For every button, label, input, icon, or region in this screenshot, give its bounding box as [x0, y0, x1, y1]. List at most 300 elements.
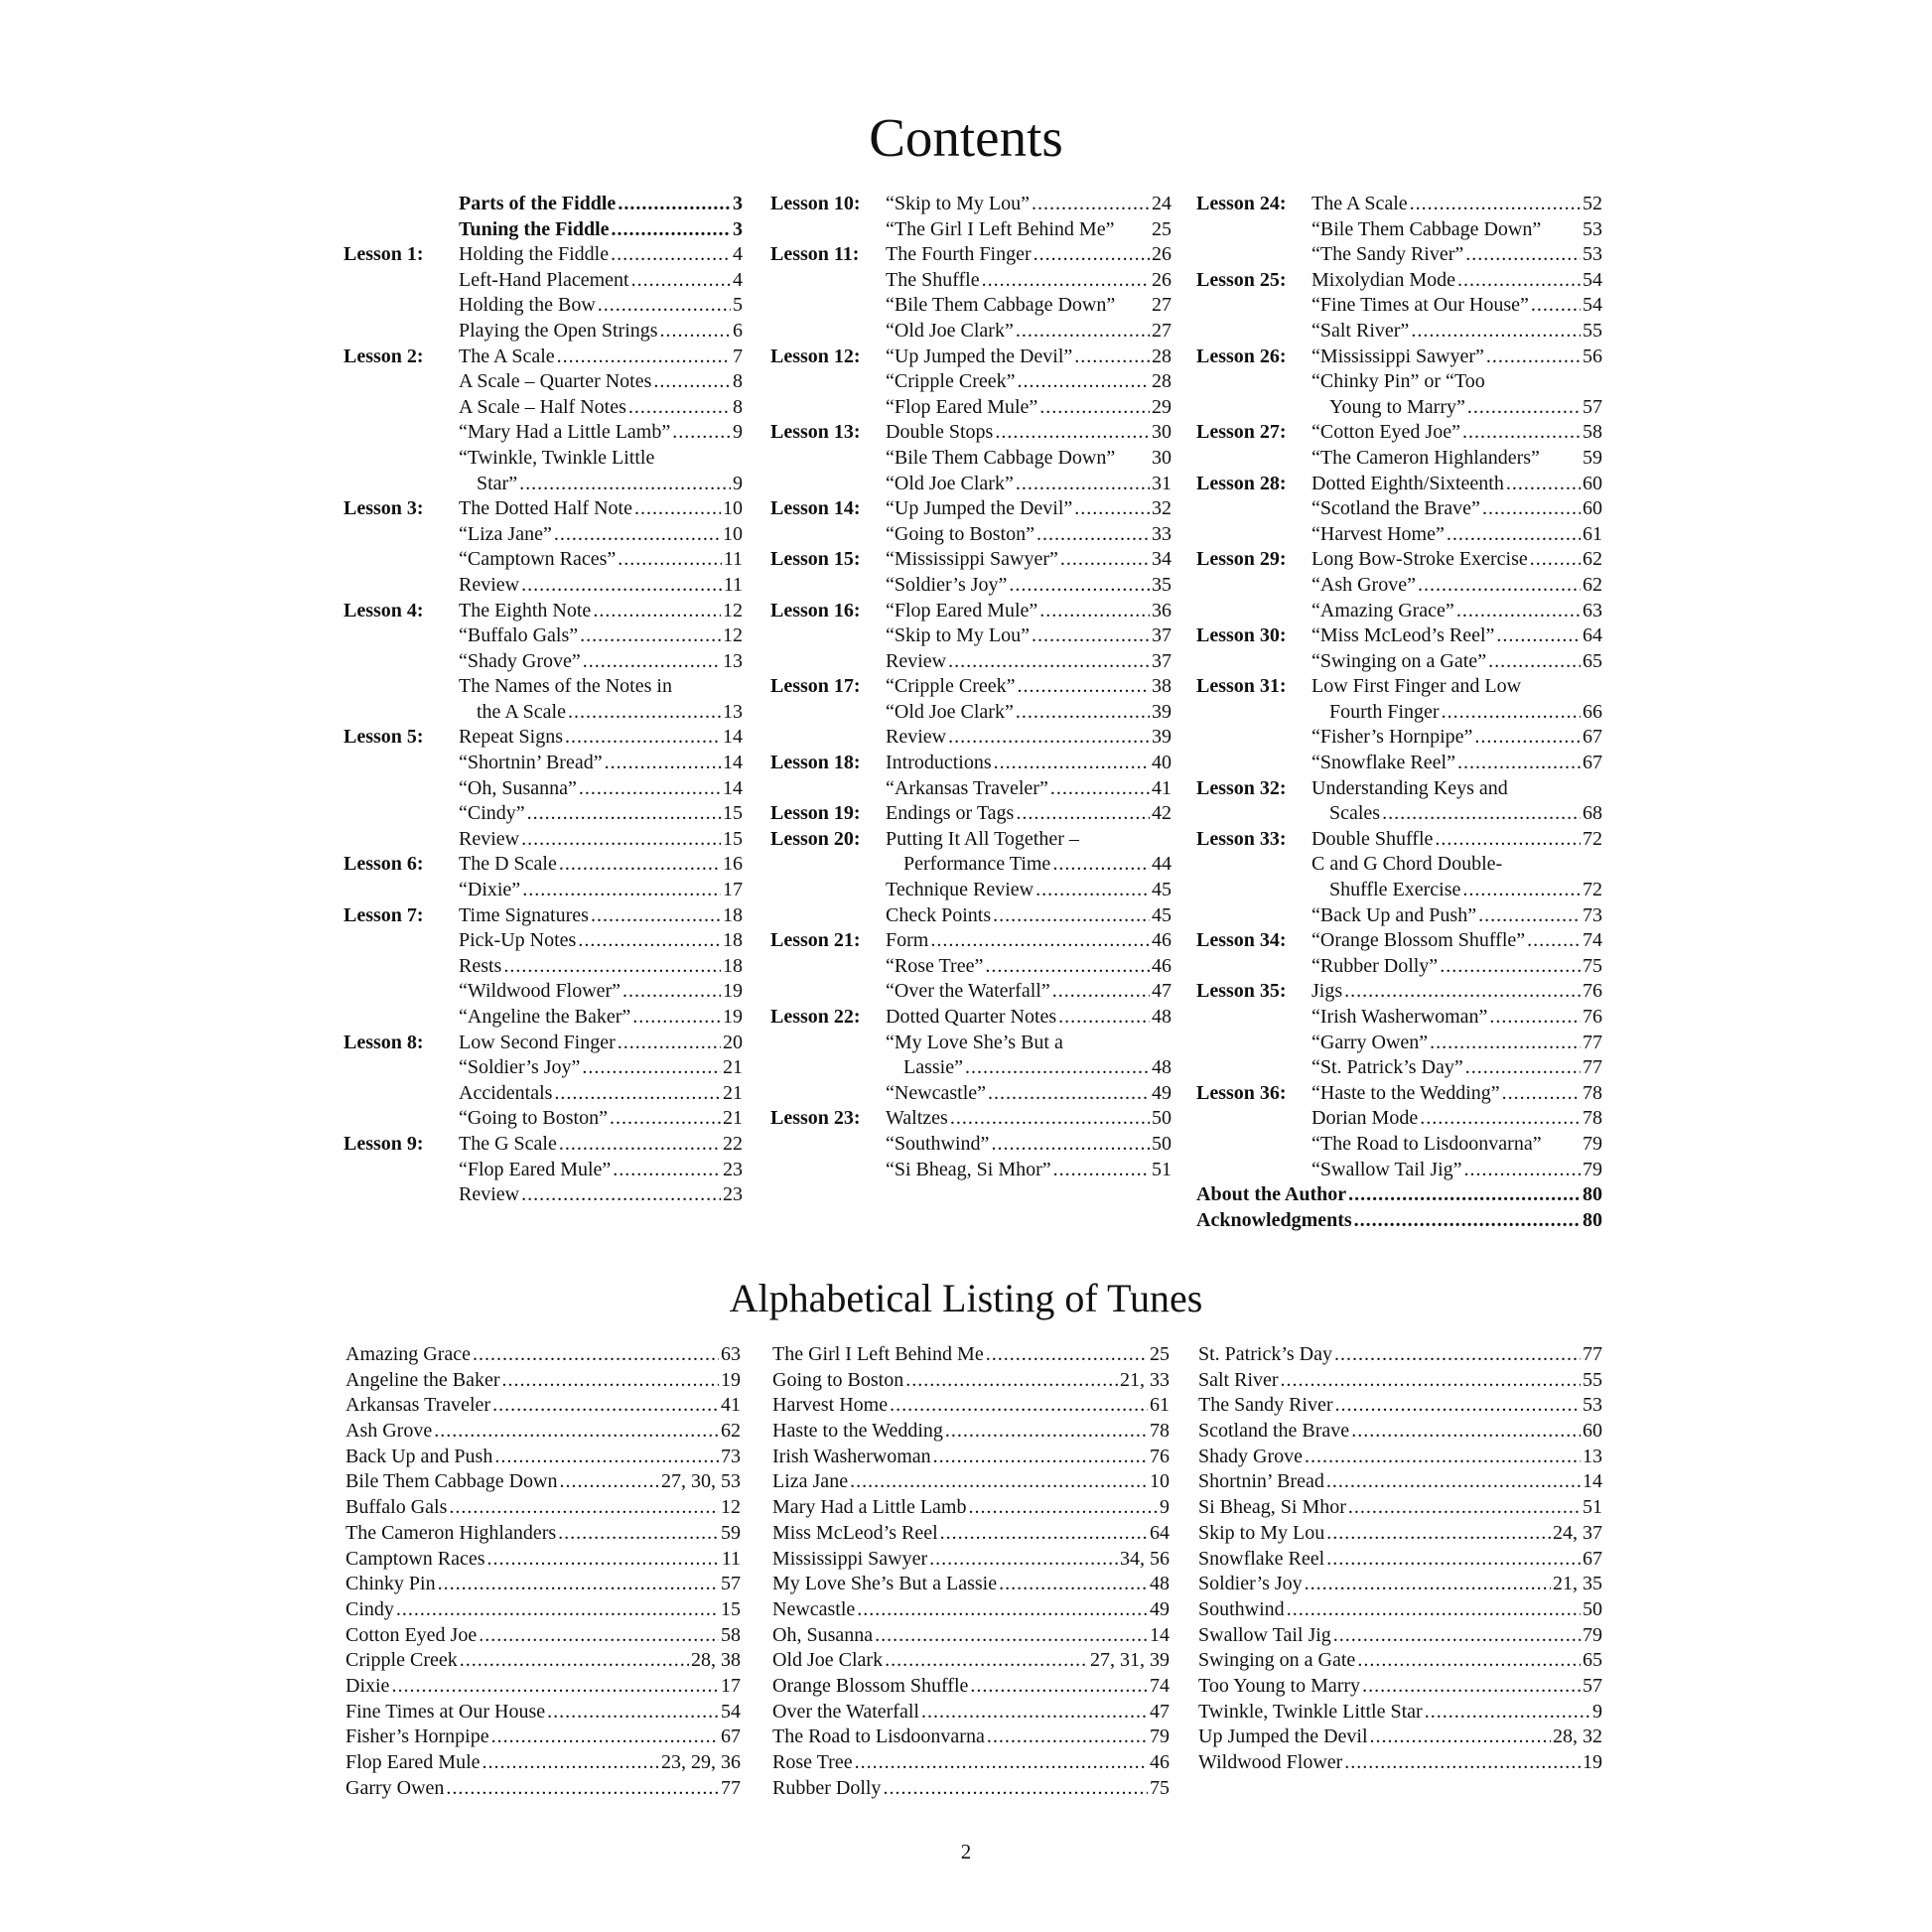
lesson-label: Lesson 20: [770, 827, 861, 850]
dot-leader [396, 1597, 719, 1623]
toc-entry-body [886, 547, 1172, 573]
lesson-label [770, 852, 886, 878]
entry-page: 67 [1583, 752, 1602, 774]
dot-leader [1440, 954, 1581, 980]
toc-entry-body [1311, 928, 1602, 954]
toc-entry-body [459, 192, 743, 217]
tune-name: Arkansas Traveler [345, 1394, 491, 1417]
entry-page: 64 [1583, 624, 1602, 647]
dot-leader [579, 776, 721, 802]
tune-pages: 9 [1592, 1700, 1602, 1723]
toc-entry-body [886, 801, 1172, 827]
dot-leader [1009, 573, 1150, 599]
entry-title: “Over the Waterfall” [886, 980, 1050, 1003]
dot-leader [982, 268, 1150, 294]
lesson-label: Lesson 15: [770, 548, 861, 571]
tunes-column-1 [345, 1342, 741, 1801]
toc-entry [1196, 1031, 1602, 1056]
entry-page: 37 [1152, 624, 1172, 647]
toc-entry-body [1311, 903, 1602, 929]
dot-leader [1457, 268, 1581, 294]
lesson-label [770, 649, 886, 675]
entry-title: Long Bow-Stroke Exercise [1311, 548, 1528, 571]
entry-page: 18 [723, 929, 743, 952]
tune-entry [772, 1776, 1170, 1802]
toc-entry [344, 1081, 743, 1107]
toc-entry-body [459, 801, 743, 827]
toc-entry-body [1311, 319, 1602, 345]
entry-page: 42 [1152, 802, 1172, 825]
toc-entry [1196, 319, 1602, 345]
entry-title: About the Author [1196, 1183, 1347, 1206]
toc-entry-body [459, 547, 743, 573]
toc-entry-body [886, 928, 1172, 954]
tune-entry [345, 1393, 741, 1419]
tune-name: Over the Waterfall [772, 1700, 919, 1723]
entry-title: “Haste to the Wedding” [1311, 1081, 1500, 1104]
entry-title: “Twinkle, Twinkle Little [459, 446, 655, 469]
dot-leader [1382, 801, 1581, 827]
dot-leader [1305, 1572, 1551, 1597]
dot-leader [1034, 242, 1150, 268]
tune-name: Fine Times at Our House [345, 1700, 546, 1723]
entry-page: 51 [1152, 1158, 1172, 1180]
tune-pages: 76 [1150, 1445, 1170, 1467]
tune-pages: 19 [721, 1368, 741, 1391]
spacer [1115, 293, 1152, 319]
tune-pages: 64 [1150, 1521, 1170, 1544]
lesson-label [344, 649, 459, 675]
dot-leader [1462, 420, 1581, 446]
tune-name: Too Young to Marry [1198, 1674, 1361, 1697]
entry-title: “Fisher’s Hornpipe” [1311, 726, 1473, 749]
tune-name: Amazing Grace [345, 1343, 472, 1365]
dot-leader [1018, 369, 1151, 395]
entry-page: 45 [1152, 879, 1172, 901]
entry-title: “Mississippi Sawyer” [1311, 345, 1484, 367]
entry-page: 48 [1152, 1056, 1172, 1079]
tune-pages: 15 [721, 1597, 741, 1620]
toc-entry-body [886, 1031, 1172, 1056]
spacer [1542, 1132, 1583, 1158]
entry-title: Holding the Fiddle [459, 243, 610, 266]
entry-title: A Scale – Half Notes [459, 395, 626, 418]
spacer [1541, 217, 1583, 243]
entry-page: 10 [723, 497, 743, 520]
entry-page: 72 [1583, 879, 1602, 901]
toc-entry-body [1311, 522, 1602, 548]
lesson-label [344, 801, 459, 827]
dot-leader [1456, 599, 1581, 624]
lesson-label: Lesson 25: [1196, 268, 1287, 291]
toc-entry [770, 1005, 1172, 1031]
entry-page: 27 [1152, 319, 1172, 342]
toc-entry-body [459, 573, 743, 599]
entry-page: 38 [1152, 675, 1172, 698]
toc-entry-body [886, 1158, 1172, 1183]
toc-entry-body [886, 674, 1172, 700]
entry-title: Accidentals [459, 1081, 553, 1104]
tune-name: Haste to the Wedding [772, 1420, 943, 1443]
toc-entry [770, 496, 1172, 522]
entry-title: Endings or Tags [886, 802, 1015, 825]
toc-entry-body [1311, 674, 1602, 700]
toc-entry [770, 420, 1172, 446]
entry-title: “Up Jumped the Devil” [886, 497, 1073, 520]
entry-title: Holding the Bow [459, 294, 596, 317]
entry-page: 33 [1152, 522, 1172, 545]
toc-entry-body [459, 446, 743, 472]
tune-entry [1198, 1572, 1602, 1597]
toc-entry [1196, 496, 1602, 522]
lesson-label: Lesson 11: [770, 243, 860, 266]
lesson-label [344, 1081, 459, 1107]
entry-page: 28 [1152, 370, 1172, 393]
tune-pages: 47 [1150, 1700, 1170, 1723]
entry-title: C and G Chord Double- [1311, 853, 1503, 876]
tune-name: Scotland the Brave [1198, 1420, 1350, 1443]
entry-page: 78 [1583, 1081, 1602, 1104]
tune-pages: 57 [721, 1573, 741, 1595]
toc-entry [344, 472, 743, 497]
tune-name: Shortnin’ Bread [1198, 1470, 1324, 1493]
lesson-label [1196, 649, 1311, 675]
lesson-label [344, 547, 459, 573]
toc-entry-body [1311, 599, 1602, 624]
toc-entry [770, 242, 1172, 268]
lesson-label [1196, 1158, 1311, 1183]
toc-entry [770, 345, 1172, 370]
tune-entry [772, 1674, 1170, 1700]
toc-entry-body [459, 928, 743, 954]
tune-pages: 78 [1150, 1420, 1170, 1443]
entry-page: 53 [1583, 243, 1602, 266]
toc-entry [344, 979, 743, 1005]
toc-entry [344, 674, 743, 700]
entry-page: 49 [1152, 1081, 1172, 1104]
tune-pages: 49 [1150, 1597, 1170, 1620]
tune-name: Wildwood Flower [1198, 1751, 1343, 1773]
toc-entry [344, 1182, 743, 1208]
dot-leader [1357, 1648, 1581, 1674]
entry-title: “Up Jumped the Devil” [886, 345, 1073, 367]
toc-entry [344, 649, 743, 675]
dot-leader [1531, 293, 1581, 319]
entry-title: “Dixie” [459, 879, 521, 901]
entry-page: 31 [1152, 472, 1172, 494]
lesson-label: Lesson 34: [1196, 929, 1287, 952]
toc-entry-body [886, 852, 1172, 878]
entry-page: 48 [1152, 1006, 1172, 1028]
toc-entry [770, 1106, 1172, 1132]
dot-leader [1502, 1081, 1581, 1107]
tune-entry [772, 1648, 1170, 1674]
toc-entry [770, 674, 1172, 700]
tune-entry [1198, 1648, 1602, 1674]
tune-name: The Cameron Highlanders [345, 1521, 557, 1544]
toc-entry [344, 345, 743, 370]
tune-pages: 62 [721, 1420, 741, 1443]
toc-entry [1196, 1158, 1602, 1183]
tune-name: Swallow Tail Jig [1198, 1623, 1331, 1646]
tune-pages: 27, 31, 39 [1090, 1649, 1170, 1672]
dot-leader [970, 1674, 1148, 1700]
entry-page: 25 [1152, 217, 1172, 240]
toc-entry-body [1311, 776, 1602, 802]
entry-page: 21 [723, 1081, 743, 1104]
toc-entry [1196, 1106, 1602, 1132]
dot-leader [1362, 1674, 1581, 1700]
entry-title: Young to Marry” [1329, 395, 1465, 418]
tune-pages: 24, 37 [1553, 1521, 1602, 1544]
entry-title: “Swinging on a Gate” [1311, 649, 1487, 672]
toc-entry [344, 217, 743, 243]
dot-leader [554, 1081, 721, 1107]
toc-entry [1196, 674, 1602, 700]
tune-pages: 50 [1583, 1597, 1602, 1620]
entry-page: 35 [1152, 573, 1172, 596]
tune-entry [345, 1776, 741, 1802]
toc-entry [1196, 573, 1602, 599]
toc-entry-body [459, 522, 743, 548]
toc-entry [1196, 776, 1602, 802]
toc-entry-body [1311, 1158, 1602, 1183]
lesson-label [770, 268, 886, 294]
toc-entry [1196, 192, 1602, 217]
dot-leader [605, 751, 721, 776]
toc-entry-body [1311, 649, 1602, 675]
toc-entry-body [459, 1158, 743, 1183]
tune-name: Newcastle [772, 1597, 856, 1620]
entry-title: Parts of the Fiddle [459, 193, 617, 214]
entry-title: Left-Hand Placement [459, 268, 629, 291]
toc-entry [344, 547, 743, 573]
entry-title: “Flop Eared Mule” [886, 599, 1038, 621]
tune-entry [345, 1495, 741, 1521]
lesson-label: Lesson 2: [344, 345, 424, 367]
dot-leader [1058, 1005, 1150, 1031]
dot-leader [1496, 623, 1581, 649]
dot-leader [578, 928, 721, 954]
toc-entry-body [459, 319, 743, 345]
toc-entry-body [886, 319, 1172, 345]
entry-page: 13 [723, 700, 743, 723]
entry-page: 62 [1583, 548, 1602, 571]
toc-entry-body [1311, 954, 1602, 980]
dot-leader [491, 1725, 719, 1750]
toc-entry [770, 954, 1172, 980]
lesson-label [344, 1106, 459, 1132]
entry-page: 58 [1583, 421, 1602, 444]
dot-leader [857, 1597, 1148, 1623]
entry-page: 60 [1583, 497, 1602, 520]
tune-pages: 51 [1583, 1496, 1602, 1519]
entry-title: A Scale – Quarter Notes [459, 370, 652, 393]
toc-entry [770, 725, 1172, 751]
tune-name: Back Up and Push [345, 1445, 493, 1467]
tune-pages: 19 [1583, 1751, 1602, 1773]
entry-title: Review [886, 649, 947, 672]
dot-leader [1474, 725, 1581, 751]
entry-page: 61 [1583, 522, 1602, 545]
tune-pages: 58 [721, 1623, 741, 1646]
toc-entry-body [459, 725, 743, 751]
dot-leader [502, 1368, 720, 1394]
lesson-label [344, 751, 459, 776]
toc-entry [1196, 472, 1602, 497]
lesson-label [344, 192, 459, 217]
entry-title: Low First Finger and Low [1311, 675, 1522, 698]
dot-leader [1351, 1419, 1581, 1445]
entry-title: “Cotton Eyed Joe” [1311, 421, 1460, 444]
tune-name: Cotton Eyed Joe [345, 1623, 478, 1646]
tune-entry [1198, 1393, 1602, 1419]
lesson-label: Lesson 32: [1196, 776, 1287, 799]
entry-page: 80 [1583, 1183, 1602, 1206]
entry-title: “The Girl I Left Behind Me” [886, 217, 1115, 240]
entry-page: 39 [1152, 700, 1172, 723]
dot-leader [1344, 979, 1581, 1005]
dot-leader [940, 1521, 1148, 1547]
dot-leader [618, 192, 731, 217]
dot-leader [1287, 1597, 1581, 1623]
tune-name: Flop Eared Mule [345, 1751, 481, 1773]
tune-name: Garry Owen [345, 1776, 445, 1799]
toc-entry-body [1311, 472, 1602, 497]
dot-leader [631, 268, 731, 294]
dot-leader [1506, 472, 1581, 497]
lesson-label [1196, 1031, 1311, 1056]
lesson-label: Lesson 33: [1196, 827, 1287, 850]
toc-entry [344, 878, 743, 903]
toc-entry-body [1311, 1055, 1602, 1081]
toc-entry [344, 319, 743, 345]
dot-leader [1467, 395, 1581, 421]
lesson-label [1196, 852, 1311, 878]
toc-entry-body [886, 1132, 1172, 1158]
lesson-label [344, 954, 459, 980]
tune-entry [1198, 1495, 1602, 1521]
toc-entry [1196, 725, 1602, 751]
toc-entry-body [886, 954, 1172, 980]
tune-pages: 54 [721, 1700, 741, 1723]
dot-leader [1074, 345, 1150, 370]
entry-page: 9 [733, 421, 743, 444]
toc-entry-body [1311, 827, 1602, 853]
toc-entry [344, 573, 743, 599]
toc-entry-body [886, 751, 1172, 776]
lesson-label: Lesson 7: [344, 903, 424, 926]
toc-entry [1196, 420, 1602, 446]
entry-title: “Liza Jane” [459, 522, 552, 545]
tune-name: Up Jumped the Devil [1198, 1725, 1368, 1748]
tune-pages: 17 [721, 1674, 741, 1697]
dot-leader [479, 1623, 719, 1649]
tune-entry [345, 1572, 741, 1597]
entry-title: “Old Joe Clark” [886, 472, 1014, 494]
tune-entry [772, 1623, 1170, 1649]
tune-pages: 57 [1583, 1674, 1602, 1697]
toc-entry-body [459, 395, 743, 421]
dot-leader [1016, 319, 1150, 345]
lesson-label [344, 573, 459, 599]
entry-title: “Old Joe Clark” [886, 700, 1014, 723]
toc-entry [1196, 1005, 1602, 1031]
page-title: Contents [869, 107, 1063, 168]
tune-entry [772, 1469, 1170, 1495]
toc-entry-body [1311, 1005, 1602, 1031]
entry-page: 18 [723, 954, 743, 977]
tune-entry [1198, 1445, 1602, 1470]
dot-leader [930, 928, 1150, 954]
entry-title: Dorian Mode [1311, 1107, 1419, 1130]
entry-page: 12 [723, 624, 743, 647]
lesson-label [770, 369, 886, 395]
dot-leader [1074, 496, 1150, 522]
entry-title: “Irish Washerwoman” [1311, 1006, 1488, 1028]
entry-page: 29 [1152, 395, 1172, 418]
dot-leader [1326, 1469, 1581, 1495]
tune-entry [1198, 1469, 1602, 1495]
tune-pages: 79 [1583, 1623, 1602, 1646]
tune-pages: 14 [1150, 1623, 1170, 1646]
toc-entry [770, 192, 1172, 217]
entry-title: “Bile Them Cabbage Down” [886, 446, 1116, 469]
tune-entry [345, 1750, 741, 1776]
lesson-label: Lesson 12: [770, 345, 861, 367]
toc-entry [770, 599, 1172, 624]
lesson-label [344, 369, 459, 395]
entry-page: 30 [1152, 421, 1172, 444]
entry-page: 56 [1583, 345, 1602, 367]
toc-entry [344, 954, 743, 980]
entry-title: “Swallow Tail Jig” [1311, 1158, 1462, 1180]
dot-leader [1418, 573, 1581, 599]
tune-name: St. Patrick’s Day [1198, 1343, 1332, 1365]
toc-entry-body [886, 242, 1172, 268]
dot-leader [988, 1081, 1150, 1107]
tune-name: Dixie [345, 1674, 390, 1697]
tune-name: Rubber Dolly [772, 1776, 882, 1799]
toc-entry [344, 852, 743, 878]
entry-page: 15 [723, 802, 743, 825]
toc-entry-body [886, 599, 1172, 624]
entry-title: Performance Time [903, 853, 1051, 876]
toc-entry [1196, 395, 1602, 421]
entry-title: “Orange Blossom Shuffle” [1311, 929, 1526, 952]
toc-entry-body [886, 217, 1172, 243]
toc-entry-body [459, 852, 743, 878]
tune-pages: 77 [721, 1776, 741, 1799]
entry-page: 21 [723, 1107, 743, 1130]
entry-title: “Camptown Races” [459, 548, 617, 571]
dot-leader [1344, 1750, 1581, 1776]
lesson-label [770, 472, 886, 497]
spacer [1540, 446, 1583, 472]
toc-entry [770, 623, 1172, 649]
toc-entry [770, 649, 1172, 675]
tune-entry [772, 1572, 1170, 1597]
entry-page: 60 [1583, 472, 1602, 494]
entry-title: Pick-Up Notes [459, 929, 577, 952]
entry-title: The A Scale [1311, 193, 1408, 214]
contents-column-1 [344, 192, 743, 1208]
entry-page: 3 [733, 217, 743, 240]
dot-leader [1486, 345, 1581, 370]
entry-title: Understanding Keys and [1311, 776, 1508, 799]
entry-title: “Fine Times at Our House” [1311, 294, 1529, 317]
entry-page: 66 [1583, 700, 1602, 723]
